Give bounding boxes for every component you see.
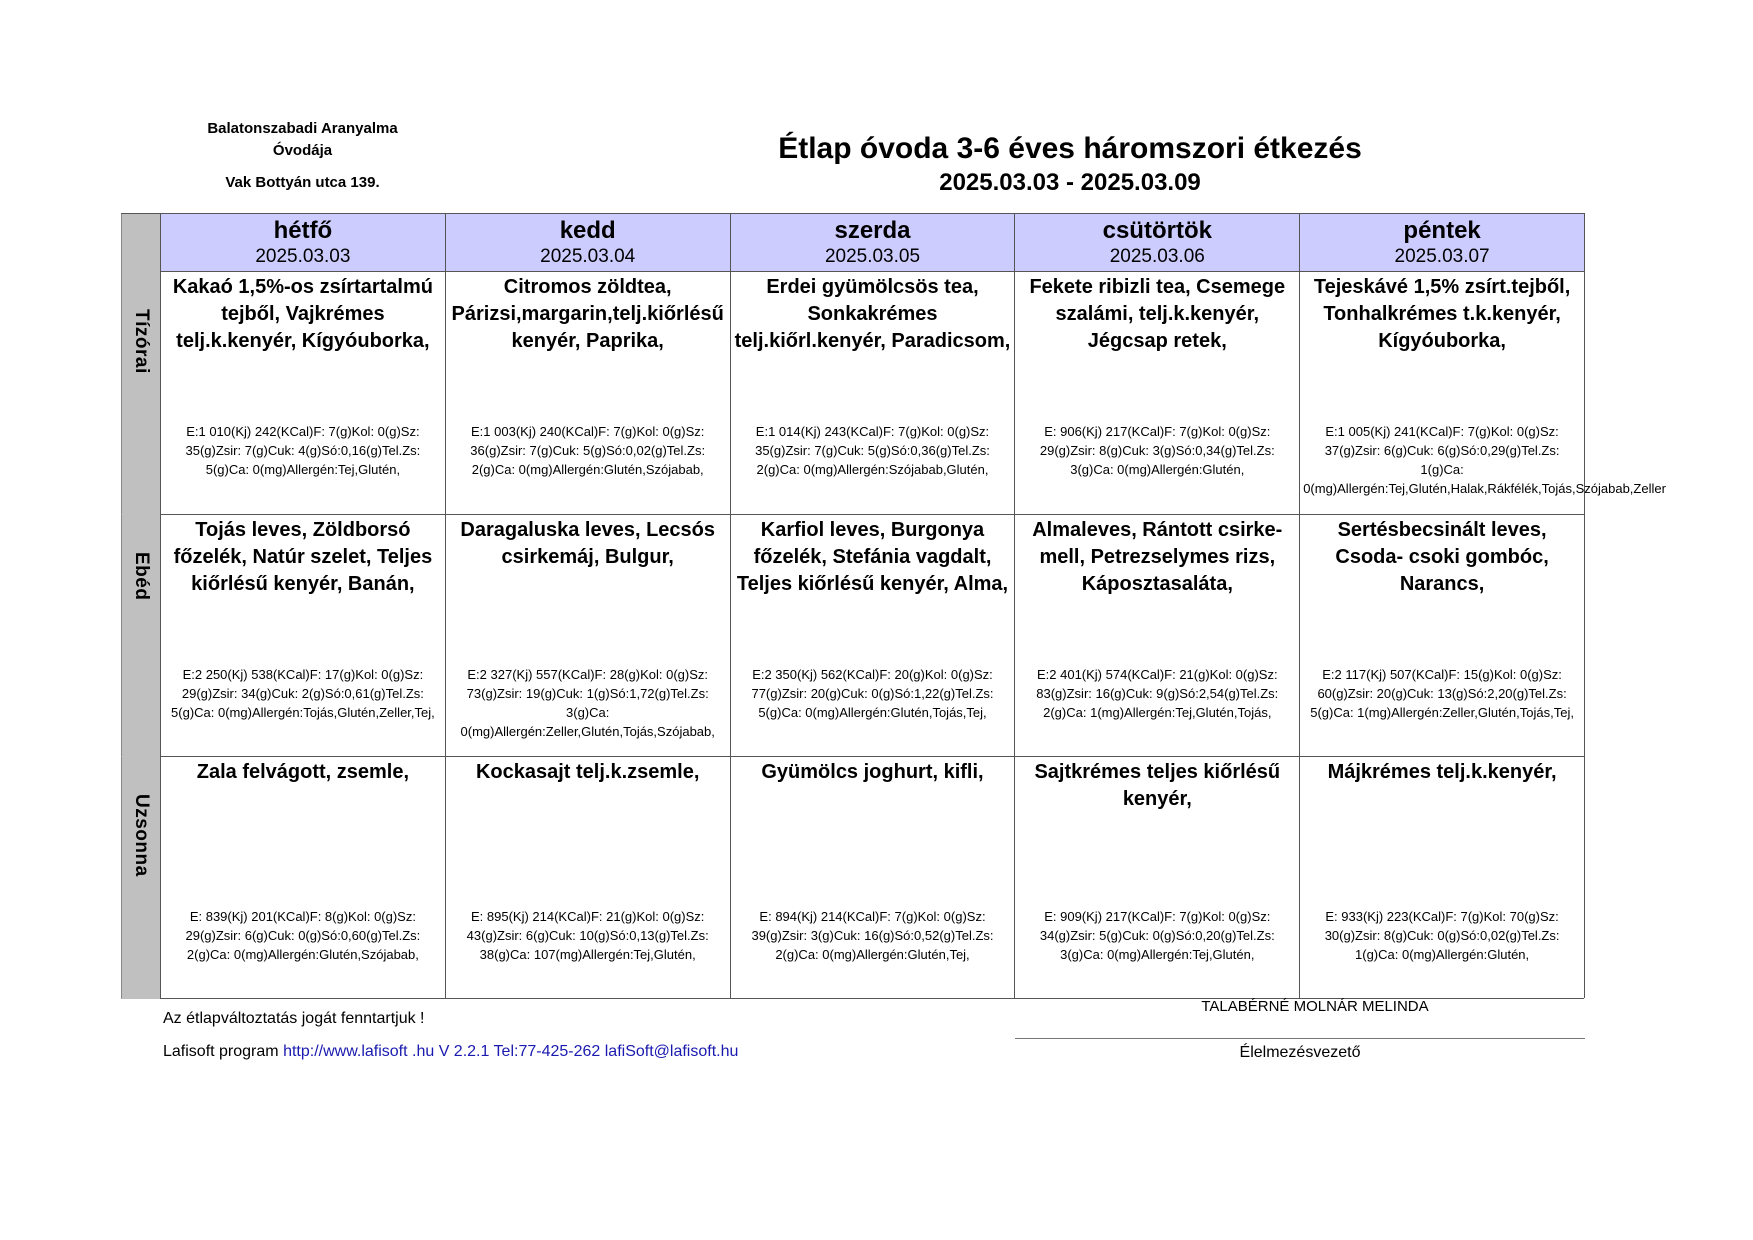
day-name: hétfő [273, 217, 333, 244]
signer-name: TALABÉRNÉ MOLNÁR MELINDA [1201, 998, 1429, 1015]
nutrition-text: E:1 010(Kj) 242(KCal)F: 7(g)Kol: 0(g)Sz: 35(g)Zsir: 7(g)Cuk: 4(g)Só:0,16(g)Tel.Zs: 5(g)Ca: 0(mg)Allergén:Tej,Glutén, [185, 424, 421, 477]
menu-cell [445, 515, 730, 757]
day-header-wednesday [730, 214, 1015, 272]
dish-text: Karfiol leves, Burgonya főzelék, Stefánia vagdalt, Teljes kiőrlésű kenyér, Alma, [736, 519, 1009, 595]
nutrition-text: E:1 003(Kj) 240(KCal)F: 7(g)Kol: 0(g)Sz: 36(g)Zsir: 7(g)Cuk: 5(g)Só:0,02(g)Tel.Zs: 2(g)Ca: 0(mg)Allergén:Glutén,Szójabab, [470, 424, 706, 477]
nutrition-text: E: 895(Kj) 214(KCal)F: 21(g)Kol: 0(g)Sz: 43(g)Zsir: 6(g)Cuk: 10(g)Só:0,13(g)Tel.Zs: 38(g)Ca: 107(mg)Allergén:Tej,Glutén, [466, 909, 709, 962]
dish-text: Citromos zöldtea, Párizsi,margarin,telj.kiőrlésű kenyér, Paprika, [451, 276, 724, 352]
page-title: Étlap óvoda 3-6 éves háromszori étkezés [778, 132, 1362, 165]
menu-table [121, 213, 1666, 998]
menu-cell [1299, 515, 1584, 757]
organization-name [180, 118, 425, 162]
menu-cell [1014, 757, 1299, 999]
signature-line [1015, 1038, 1585, 1039]
nutrition-text: E:2 350(Kj) 562(KCal)F: 20(g)Kol: 0(g)Sz: 77(g)Zsir: 20(g)Cuk: 0(g)Só:1,22(g)Tel.Zs: 5(g)Ca: 0(mg)Allergén:Glutén,Tojás,Tej, [751, 667, 994, 720]
program-link[interactable]: http://www.lafisoft .hu V 2.2.1 Tel:77-425-262 lafiSoft@lafisoft.hu [283, 1043, 739, 1060]
menu-cell [730, 272, 1015, 515]
dish-text: Daragaluska leves, Lecsós csirkemáj, Bulgur, [460, 519, 715, 568]
dish-text: Almaleves, Rántott csirke-mell, Petrezselymes rizs, Káposztasaláta, [1032, 519, 1283, 595]
day-name: csütörtök [1102, 217, 1212, 244]
nutrition-text: E: 839(Kj) 201(KCal)F: 8(g)Kol: 0(g)Sz: 29(g)Zsir: 6(g)Cuk: 0(g)Só:0,60(g)Tel.Zs: 2(g)Ca: 0(mg)Allergén:Glutén,Szójabab, [185, 909, 421, 962]
day-date: 2025.03.07 [1394, 246, 1490, 267]
nutrition-text: E:2 401(Kj) 574(KCal)F: 21(g)Kol: 0(g)Sz: 83(g)Zsir: 16(g)Cuk: 9(g)Só:2,54(g)Tel.Zs: 2(g)Ca: 1(mg)Allergén:Tej,Glutén,Tojás, [1036, 667, 1279, 720]
table-corner [121, 214, 160, 272]
dish-text: Fekete ribizli tea, Csemege szalámi, telj.k.kenyér, Jégcsap retek, [1029, 276, 1286, 352]
menu-cell [730, 757, 1015, 999]
menu-cell [445, 757, 730, 999]
dish-text: Tejeskávé 1,5% zsírt.tejből, Tonhalkrémes t.k.kenyér, Kígyóuborka, [1313, 276, 1571, 352]
day-header-thursday [1014, 214, 1299, 272]
day-name: péntek [1403, 217, 1481, 244]
dish-text: Gyümölcs joghurt, kifli, [761, 761, 984, 783]
row-label-morning-snack [121, 272, 160, 515]
dish-text: Kakaó 1,5%-os zsírtartalmú tejből, Vajkrémes telj.k.kenyér, Kígyóuborka, [172, 276, 433, 352]
nutrition-text: E: 894(Kj) 214(KCal)F: 7(g)Kol: 0(g)Sz: 39(g)Zsir: 3(g)Cuk: 16(g)Só:0,52(g)Tel.Zs: 2(g)Ca: 0(mg)Allergén:Glutén,Tej, [751, 909, 994, 962]
row-label-text: Uzsonna [131, 794, 152, 877]
dish-text: Sertésbecsinált leves, Csoda- csoki gombóc, Narancs, [1335, 519, 1549, 595]
disclaimer-text: Az étlapváltoztatás jogát fenntartjuk ! [163, 1010, 425, 1027]
menu-cell [1299, 757, 1584, 999]
day-date: 2025.03.06 [1109, 246, 1205, 267]
dish-text: Májkrémes telj.k.kenyér, [1327, 761, 1557, 783]
program-prefix: Lafisoft program [163, 1043, 279, 1060]
nutrition-text: E: 906(Kj) 217(KCal)F: 7(g)Kol: 0(g)Sz: 29(g)Zsir: 8(g)Cuk: 3(g)Só:0,34(g)Tel.Zs: 3(g)Ca: 0(mg)Allergén:Glutén, [1039, 424, 1275, 477]
nutrition-text: E:2 117(Kj) 507(KCal)F: 15(g)Kol: 0(g)Sz: 60(g)Zsir: 20(g)Cuk: 13(g)Só:2,20(g)Tel.Zs: 5(g)Ca: 1(mg)Allergén:Zeller,Glutén,Tojás,Tej, [1310, 667, 1574, 720]
dish-text: Zala felvágott, zsemle, [196, 761, 410, 783]
dish-text: Erdei gyümölcsös tea, Sonkakrémes telj.kiőrl.kenyér, Paradicsom, [734, 276, 1011, 352]
menu-cell [160, 272, 445, 515]
organization-name-line2: Óvodája [272, 142, 333, 159]
row-label-lunch [121, 515, 160, 757]
day-date: 2025.03.03 [255, 246, 351, 267]
nutrition-text: E: 909(Kj) 217(KCal)F: 7(g)Kol: 0(g)Sz: 34(g)Zsir: 5(g)Cuk: 0(g)Só:0,20(g)Tel.Zs: 3(g)Ca: 0(mg)Allergén:Tej,Glutén, [1039, 909, 1275, 962]
day-date: 2025.03.04 [540, 246, 636, 267]
menu-cell [1014, 515, 1299, 757]
menu-cell [1299, 272, 1666, 515]
date-range: 2025.03.03 - 2025.03.09 [939, 169, 1201, 196]
day-date: 2025.03.05 [824, 246, 921, 267]
signer-role: Élelmezésvezető [1239, 1044, 1361, 1061]
organization-name-line1: Balatonszabadi Aranyalma [207, 120, 398, 137]
row-label-text: Tízórai [131, 309, 152, 374]
day-name: szerda [834, 217, 911, 244]
nutrition-text: E:1 014(Kj) 243(KCal)F: 7(g)Kol: 0(g)Sz: 35(g)Zsir: 7(g)Cuk: 5(g)Só:0,36(g)Tel.Zs: 2(g)Ca: 0(mg)Allergén:Szójabab,Glutén, [755, 424, 990, 477]
dish-text: Sajtkrémes teljes kiőrlésű kenyér, [1034, 761, 1281, 810]
nutrition-text: E:2 250(Kj) 538(KCal)F: 17(g)Kol: 0(g)Sz: 29(g)Zsir: 34(g)Cuk: 2(g)Só:0,61(g)Tel.Zs: 5(g)Ca: 0(mg)Allergén:Tojás,Glutén,Zeller,Tej, [171, 667, 435, 720]
dish-text: Kockasajt telj.k.zsemle, [475, 761, 700, 783]
menu-cell [445, 272, 730, 515]
nutrition-text: E:1 005(Kj) 241(KCal)F: 7(g)Kol: 0(g)Sz: 37(g)Zsir: 6(g)Cuk: 6(g)Só:0,29(g)Tel.Zs: 1(g)Ca: 0(mg)Allergén:Tej,Glutén,Halak,Rákfélék,Tojás,Szójabab,Zeller [1303, 424, 1666, 496]
day-header-tuesday [445, 214, 730, 272]
organization-address: Vak Bottyán utca 139. [225, 174, 380, 191]
day-name: kedd [559, 217, 616, 244]
nutrition-text: E:2 327(Kj) 557(KCal)F: 28(g)Kol: 0(g)Sz: 73(g)Zsir: 19(g)Cuk: 1(g)Só:1,72(g)Tel.Zs: 3(g)Ca: 0(mg)Allergén:Zeller,Glutén,Tojás,Szójabab, [460, 667, 715, 739]
day-header-friday [1299, 214, 1584, 272]
row-label-text: Ebéd [131, 552, 152, 601]
menu-cell [1014, 272, 1299, 515]
menu-cell [160, 515, 445, 757]
menu-cell [160, 757, 445, 999]
dish-text: Tojás leves, Zöldborsó főzelék, Natúr szelet, Teljes kiőrlésű kenyér, Banán, [173, 519, 433, 595]
program-credit [163, 1043, 738, 1061]
nutrition-text: E: 933(Kj) 223(KCal)F: 7(g)Kol: 70(g)Sz: 30(g)Zsir: 8(g)Cuk: 0(g)Só:0,02(g)Tel.Zs: 1(g)Ca: 0(mg)Allergén:Glutén, [1324, 909, 1560, 962]
day-header-monday [160, 214, 445, 272]
menu-cell [730, 515, 1015, 757]
row-label-afternoon-snack [121, 757, 160, 999]
